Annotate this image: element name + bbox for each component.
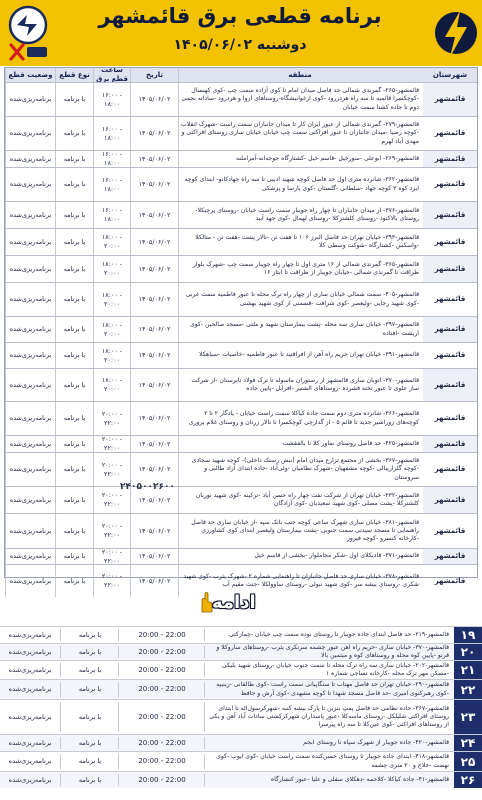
cell-type: با برنامه	[55, 369, 93, 401]
cell-area: قائمشهر-۳۷۶- از میدان جانبازان تا چهار راه جویبار سمت راست خیابان -روستای پرچیکلا- روستای بالاکنود -روستای کلشترکلا -روستای لهمال -کوی جهد آبید	[178, 202, 423, 228]
cell-status: برنامه‌ریزی‌شده	[5, 402, 55, 435]
cell-area: قائمشهر-۳۷۱- قادیکلای اول -شکر مجاملوار -بخشی از قاسم خیل	[178, 549, 423, 564]
table-row	[5, 282, 477, 316]
cell-area: قائمشهر-۴۱۸- ابتدای جاده جویبار تا روستای حسن‌کنده سمت راست خیابان -کوی ایوب -کوی نهضت -خلاج و ۲۰ متری چشمه	[216, 753, 449, 769]
cell-type: با برنامه	[55, 317, 93, 342]
cell-time: 20:00 - 22:00	[138, 630, 186, 639]
cell-status: برنامه‌ریزی‌شده	[8, 685, 52, 694]
cell-city: قائمشهر	[423, 436, 477, 452]
table-row	[5, 486, 477, 513]
column-header-date: تاریخ	[130, 68, 178, 82]
cell-area: قائمشهر-۲۱۹- حد فاصل ابتدای جاده جویبار تا روستای نوده سمت چپ خیابان -چمازکتی	[229, 630, 449, 638]
cell-date: ۱۴۰۵/۰۶/۰۲	[130, 229, 178, 255]
column-divider	[204, 663, 205, 677]
cell-status: برنامه‌ریزی‌شده	[5, 256, 55, 282]
cell-type: با برنامه	[55, 117, 93, 150]
cell-status: برنامه‌ریزی‌شده	[5, 487, 55, 513]
column-divider	[118, 663, 119, 677]
cell-city: قائمشهر	[423, 369, 477, 401]
cell-time: 20:00 - 22:00	[138, 712, 186, 721]
cell-city: قائمشهر	[434, 576, 466, 585]
column-divider	[60, 754, 61, 769]
cell-city: قائمشهر	[434, 465, 466, 474]
cell-city: قائمشهر	[423, 487, 477, 513]
cell-status: برنامه‌ریزی‌شده	[5, 549, 55, 564]
cell-status: برنامه‌ریزی‌شده	[5, 565, 55, 597]
cell-area: قائمشهر-۳۹۷- خیابان ساری سه محله -پشت بیمارستان شهید و ملتی -مسجد صالحین -کوی اریشت -افتاده	[178, 317, 423, 342]
column-divider	[60, 737, 61, 749]
column-divider	[204, 682, 205, 697]
cell-date: ۱۴۰۵/۰۶/۰۲	[130, 283, 178, 316]
table-row	[5, 368, 477, 401]
cell-city: قائمشهر	[423, 317, 477, 342]
cell-time: ۱۸:۰۰ - ۲۰:۰۰	[93, 283, 130, 316]
cell-date: ۱۴۰۵/۰۶/۰۲	[130, 151, 178, 167]
cell-city: قائمشهر	[423, 83, 477, 116]
cell-status: برنامه‌ریزی‌شده	[5, 229, 55, 255]
power-company-logo-icon	[3, 3, 53, 63]
column-header-type: نوع قطع	[55, 68, 93, 82]
cell-type: با برنامه	[55, 202, 93, 228]
column-divider	[60, 682, 61, 697]
cell-status: برنامه‌ریزی‌شده	[5, 168, 55, 201]
column-divider	[118, 737, 119, 749]
cell-area: قائمشهر-۲۳۲- خیابان تهران از شرکت نفت چهار راه حسن آباد -ترکینه -کوی شهید نوریان کلشترکلا -پشت مصلی -کوی شهید سعیدیان -کوی آزادگان	[178, 487, 423, 513]
cell-date: ۱۴۰۵/۰۶/۰۲	[130, 117, 178, 150]
cell-area: قائمشهر-۳۹۳- خیابان تهران حد فاصل البرز ۱۰۶ تا هفت تن -تالار پشت -هفت تن - متالکلا -واسکس -کشتارگاه -شوکت وسطی کلا	[178, 229, 423, 255]
cell-area: قائمشهر-۲۶۵- گمرندی شمالی حد فاصل میدان امام تا کوی آزاده سمت چپ -کوی کهنسال -کوچکسرا قائمیه تا سه راه هردررود -کوی ارغوانیشگاه-روستاهای اروا و هردرود -ساداته نجمی دوم تا جاده کشتا سمت خیابان	[178, 83, 423, 116]
column-divider	[118, 682, 119, 697]
cell-date: ۱۴۰۵/۰۶/۰۲	[130, 317, 178, 342]
cell-status: برنامه‌ریزی‌شده	[5, 343, 55, 368]
cell-status: برنامه‌ریزی‌شده	[5, 453, 55, 486]
cell-time: ۱۶:۰۰ - ۱۸:۰۰	[93, 83, 130, 116]
table-row	[0, 751, 482, 771]
cell-status: برنامه‌ریزی‌شده	[8, 647, 52, 656]
cell-city: قائمشهر	[423, 202, 477, 228]
cell-time: ۲۰:۰۰ - ۲۲:۰۰	[93, 565, 130, 597]
cell-time: ۲۰:۰۰ - ۲۲:۰۰	[93, 436, 130, 452]
cell-time: ۱۶:۰۰ - ۱۸:۰۰	[93, 168, 130, 201]
cell-area: قائمشهر-۴۲۵- حد فاصل روستای نماور کلا تا بالفقشت	[178, 436, 423, 452]
cell-status: برنامه‌ریزی‌شده	[5, 436, 55, 452]
cell-time: 20:00 - 22:00	[138, 775, 186, 784]
cell-status: برنامه‌ریزی‌شده	[8, 665, 52, 674]
cell-area: قائمشهر-۲۹۰- خیابان تهران حد فاصل مهتاب تا ستگاپیانی سمت راست -کوی طالقانی -زینبیه -کوی رهبرکتوی امیری -حد فاصل مسجد شهدا تا کوچه مشهدی -کوی آرش و حافظ	[216, 681, 449, 697]
table-row	[5, 167, 477, 201]
table-row	[5, 116, 477, 150]
cell-city: قائمشهر	[434, 237, 466, 246]
cell-city: قائمشهر	[434, 526, 466, 535]
cell-date: ۱۴۰۵/۰۶/۰۲	[130, 436, 178, 452]
table-row	[0, 660, 482, 679]
cell-area: قائمشهر-۴۲۰- جاده جویبار از شهرک سپاه تا روستای ابجم	[303, 738, 449, 746]
cell-area: قائمشهر-۳۶۶- شانزده متری دوم سمت جاده کیاکلا سمت راست خیابان - یادگار ۲ تا ۲ کوچه‌های زوراشیر جدید تا قائم ۵ - از گدارچی کوچکسرا تا تالار زرتان و روستای غلام پروری	[178, 402, 423, 435]
table-row	[0, 679, 482, 699]
continue-label: ادامه	[212, 592, 256, 613]
lightning-bolt-icon	[433, 3, 479, 63]
cell-time: 20:00 - 22:00	[138, 738, 186, 747]
cell-date: ۱۴۰۵/۰۶/۰۲	[130, 514, 178, 548]
column-header-city: شهرستان	[432, 70, 468, 79]
cell-area: قائمشهر-۴۰۵- سمت شمالی خیابان ساری از چهار راه ترک محله تا عبور فاطمیه سمت غربی -کوی شهید رجایی -ولیعصر -کوی شرافت -قسمتی از کوی شهید بهشتی	[178, 283, 423, 316]
cell-area: قائمشهر-۳۶۲- شانزده متری اول حد فاصل کوچه شهید ادیبی تا سه راه جهادکانو- ابتدای کوچه ایزد کوه ۳ کوچه جهاد -سلطانی -گلستان -کوی پارسا و پزشکی	[178, 168, 423, 201]
cell-type: با برنامه	[78, 775, 102, 784]
cell-type: با برنامه	[55, 151, 93, 167]
cell-time: ۲۰:۰۰ - ۲۲:۰۰	[93, 487, 130, 513]
cell-type: با برنامه	[55, 256, 93, 282]
column-divider	[204, 646, 205, 658]
cell-type: با برنامه	[55, 83, 93, 116]
column-header-area: منطقه	[178, 68, 423, 82]
cell-area: قائمشهر-۳۸۱- خیابان ساری شهرک ساعی کوچه جنب بانک سپه -از خیابان ساری حد فاصل راهنمایی تا مسجد سیدنی سمت جنوبی -پشت بیمارستان ولیعصر ابتدای کوی کشاورزی -کارخانه کنسرو -کوچه فیروز	[178, 514, 423, 548]
cell-area: قائمشهر-۳۹۱- خیابان تهران حریم راه آهن از افراقتید تا عبور فاطمیه -خاصیات -سیاهکلا	[178, 343, 423, 368]
row-number-badge: ۲۵	[454, 752, 482, 771]
cell-time: ۱۸:۰۰ - ۲۰:۰۰	[93, 229, 130, 255]
cell-time: ۲۰:۰۰ - ۲۲:۰۰	[93, 514, 130, 548]
table-row	[5, 401, 477, 435]
row-number-badge: ۲۴	[454, 735, 482, 751]
table-row	[5, 548, 477, 564]
cell-date: ۱۴۰۵/۰۶/۰۲	[130, 453, 178, 486]
cell-status: برنامه‌ریزی‌شده	[8, 738, 52, 747]
cell-date: ۱۴۰۵/۰۶/۰۲	[130, 369, 178, 401]
column-divider	[118, 702, 119, 732]
cell-status: برنامه‌ریزی‌شده	[8, 775, 52, 784]
column-header-status: وضعیت قطع	[5, 68, 55, 82]
cell-type: با برنامه	[78, 647, 102, 656]
table-row	[5, 255, 477, 282]
column-divider	[60, 629, 61, 641]
column-divider	[204, 629, 205, 641]
column-divider	[118, 774, 119, 786]
table-row	[5, 513, 477, 548]
cell-status: برنامه‌ریزی‌شده	[5, 514, 55, 548]
cell-city: قائمشهر	[423, 549, 477, 564]
cell-type: با برنامه	[78, 685, 102, 694]
cell-date: ۱۴۰۵/۰۶/۰۲	[130, 202, 178, 228]
column-divider	[204, 737, 205, 749]
cell-time: ۱۸:۰۰ - ۲۰:۰۰	[93, 317, 130, 342]
table-row	[5, 150, 477, 167]
cell-status: برنامه‌ریزی‌شده	[5, 117, 55, 150]
cell-area: قائمشهر-۴۱- جاده کیاکلا -کلاحمه -دهکلای سفلی و علیا -عبور کنشارگاه	[270, 775, 449, 783]
cell-time: ۱۶:۰۰ - ۱۸:۰۰	[93, 117, 130, 150]
cell-type: با برنامه	[55, 168, 93, 201]
cell-type: با برنامه	[55, 487, 93, 513]
cell-time: ۲۰:۰۰ - ۲۲:۰۰	[93, 549, 130, 564]
cell-date: ۱۴۰۵/۰۶/۰۲	[130, 83, 178, 116]
cell-type: با برنامه	[78, 630, 102, 639]
cell-area: قائمشهر-۳۶۷- بخشی از مجتمع تزارع میدان امام (نبش رستک داخلی)- کوچه شهید سجادی -کوچه گلزاریبالی -کوچه مشفهیان -شهرک نظامیان -ولی‌آباد -جاده ابتدای آزاد طالبی و سروستان	[178, 453, 423, 486]
table-row	[0, 626, 482, 643]
table-row	[0, 771, 482, 788]
column-divider	[204, 702, 205, 732]
outage-schedule-table-continued	[0, 624, 482, 800]
cell-type: با برنامه	[55, 549, 93, 564]
cell-type: با برنامه	[55, 283, 93, 316]
cell-date: ۱۴۰۵/۰۶/۰۲	[130, 256, 178, 282]
cell-type: با برنامه	[55, 565, 93, 597]
contact-phone-number: ۲۴۰۵۰۰۲۶۰۰	[120, 482, 175, 492]
cell-time: 20:00 - 22:00	[138, 757, 186, 766]
cell-status: برنامه‌ریزی‌شده	[5, 317, 55, 342]
table-row	[5, 82, 477, 116]
cell-date: ۱۴۰۵/۰۶/۰۲	[130, 487, 178, 513]
row-number-badge: ۲۱	[454, 661, 482, 679]
row-number-badge: ۲۳	[454, 700, 482, 734]
cell-status: برنامه‌ریزی‌شده	[8, 630, 52, 639]
cell-area: قائمشهر-۳۶۷- جاده نظامی حد فاصل پمپ بنزین تا پارک بیشه کنبه -شهرکرسول‌اله تا ابتدای روستای افراکتی شلیلکل -روستای ماسه‌کلا -عبور پاسداران شهرکرکشتی سادات آباد آهن و یکی از روستاهای افراکتی -کوی عین‌کلا تا سه راه پیرسرا	[209, 704, 449, 729]
cell-area: قائمشهر-۲۶۹- ابوعلی -سورخیل -قاسم خیل -کشتارگاه جوجه‌انه-آمراملنه	[178, 151, 423, 167]
table-row	[5, 435, 477, 452]
outage-schedule-table	[4, 67, 478, 589]
cell-time: ۱۶:۰۰ - ۱۸:۰۰	[93, 202, 130, 228]
cell-date: ۱۴۰۵/۰۶/۰۲	[130, 168, 178, 201]
cell-city: قائمشهر	[434, 180, 466, 189]
cell-type: با برنامه	[55, 436, 93, 452]
table-row	[5, 201, 477, 228]
column-header-time: ساعت قطع برق	[93, 68, 130, 82]
row-number-badge: ۲۲	[454, 680, 482, 699]
row-number-badge: ۱۹	[454, 627, 482, 643]
cell-city: قائمشهر	[434, 295, 466, 304]
row-number-badge: ۲۶	[454, 772, 482, 788]
cell-time: ۱۸:۰۰ - ۲۰:۰۰	[93, 369, 130, 401]
cell-time: 20:00 - 22:00	[138, 665, 186, 674]
cell-type: با برنامه	[55, 453, 93, 486]
table-row	[5, 316, 477, 342]
cell-area: قائمشهر-۳۷۰- خیابان ساری -حریم راه آهن عبور چشمه سرتکری یثرب -روستاهای ساروکلا و قرنو -پایین کوه محله و روستاهای کوه و میثمین بالا	[216, 644, 449, 659]
page-title: برنامه قطعی برق قائمشهر	[98, 4, 382, 28]
cell-area: قائمشهر-۳۶۵- گمرندی شمالی از ۱۶ متری اول تا چهار راه جویبار سمت چپ -شهرک بلوار طراقت تا گمرندی شمالی -خیابان جویبار از طراقت تا ابتاز ۱۶	[178, 256, 423, 282]
table-row	[5, 452, 477, 486]
column-divider	[118, 629, 119, 641]
cell-time: ۱۶:۰۰ - ۱۸:۰۰	[93, 151, 130, 167]
column-divider	[118, 754, 119, 769]
cell-status: برنامه‌ریزی‌شده	[5, 283, 55, 316]
cell-time: ۱۸:۰۰ - ۲۰:۰۰	[93, 256, 130, 282]
cell-area: قائمشهر-۳۷۰- اتوبان ساری قائمشهر از رستوران ماسوله تا ترک فولاد تایرستان -از شرکت ساز علوی تا عبور تخته فشرده -روستاهای الشتیر -افرابل -پایین جاده	[178, 369, 423, 401]
page-subtitle-date: دوشنبه ۱۴۰۵/۰۶/۰۲	[173, 37, 307, 53]
cell-status: برنامه‌ریزی‌شده	[8, 712, 52, 721]
cell-city: قائمشهر	[434, 129, 466, 138]
cell-time: 20:00 - 22:00	[138, 647, 186, 656]
cell-city: قائمشهر	[423, 256, 477, 282]
cell-type: با برنامه	[78, 738, 102, 747]
table-row	[5, 228, 477, 255]
column-divider	[118, 646, 119, 658]
cell-type: با برنامه	[78, 712, 102, 721]
cell-type: با برنامه	[55, 514, 93, 548]
column-divider	[60, 774, 61, 786]
cell-status: برنامه‌ریزی‌شده	[5, 151, 55, 167]
column-divider	[60, 646, 61, 658]
cell-area: قائمشهر-۲۷۹- گمرندی شمالی از عبور ایران کار تا میدان جانبازان سمت راست -شهرک انقلاب -کوچه رضیا -میدان جانبازان تا عبور افراکتی سمت چپ خیابان خیابان ساری روستای افراکتی و مهدی آباد لهرم	[178, 117, 423, 150]
cell-status: برنامه‌ریزی‌شده	[5, 202, 55, 228]
cell-time: ۲۰:۰۰ - ۲۲:۰۰	[93, 453, 130, 486]
cell-area: قائمشهر-۳۷۸- خیابان ساری حد فاصل جانبازان تا راهنمایی شماره ۲ -شهرک یثرب -کوی شهید شکری -روستای بیشه سر -کوی شهید نبولی -روستای ساوولکلا -جنت مقیم آب	[178, 565, 423, 597]
column-divider	[204, 754, 205, 769]
table-row	[0, 734, 482, 751]
cell-status: برنامه‌ریزی‌شده	[5, 83, 55, 116]
header-banner	[0, 0, 482, 66]
cell-time: ۱۸:۰۰ - ۲۰:۰۰	[93, 343, 130, 368]
cell-date: ۱۴۰۵/۰۶/۰۲	[130, 402, 178, 435]
cell-type: با برنامه	[55, 229, 93, 255]
cell-date: ۱۴۰۵/۰۶/۰۲	[130, 565, 178, 597]
cell-time: ۲۰:۰۰ - ۲۲:۰۰	[93, 402, 130, 435]
cell-city: قائمشهر	[423, 151, 477, 167]
cell-status: برنامه‌ریزی‌شده	[5, 369, 55, 401]
column-divider	[60, 702, 61, 732]
cell-date: ۱۴۰۵/۰۶/۰۲	[130, 343, 178, 368]
cell-city: قائمشهر	[434, 414, 466, 423]
cell-area: قائمشهر-۲۰۲- خیابان ساری سه راه ترک محله تا سمت جنوب خیابان -روستای شهید بلیکی -مسکن مهر ترک محله -کارخانه نساجی شماره ۱	[221, 661, 449, 677]
cell-date: ۱۴۰۵/۰۶/۰۲	[130, 549, 178, 564]
cell-city: قائمشهر	[434, 351, 466, 360]
cell-time: 20:00 - 22:00	[138, 685, 186, 694]
cell-type: با برنامه	[55, 402, 93, 435]
cell-type: با برنامه	[78, 665, 102, 674]
column-divider	[60, 663, 61, 677]
column-divider	[204, 774, 205, 786]
cell-type: با برنامه	[78, 757, 102, 766]
cell-type: با برنامه	[55, 343, 93, 368]
cell-status: برنامه‌ریزی‌شده	[8, 757, 52, 766]
table-row	[0, 699, 482, 734]
table-row	[0, 643, 482, 660]
table-header-row	[5, 68, 477, 82]
table-row	[5, 342, 477, 368]
row-number-badge: ۲۰	[454, 644, 482, 660]
